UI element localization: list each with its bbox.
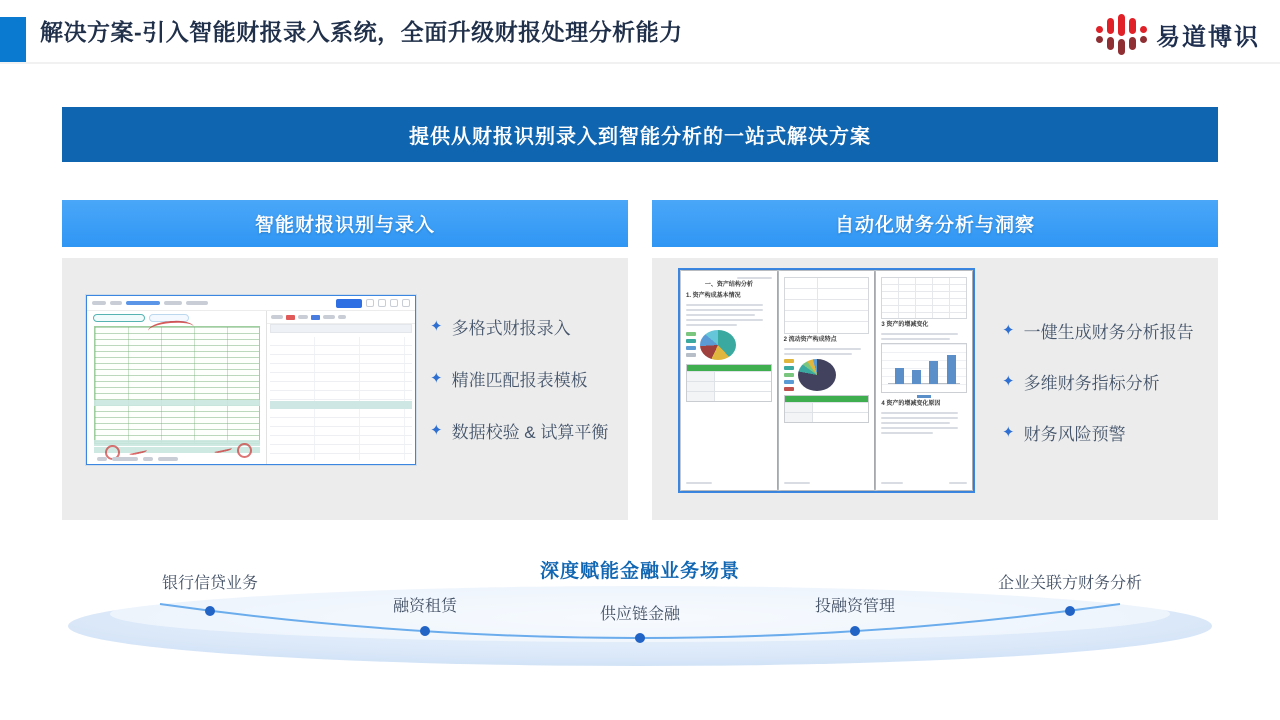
left-column-header-label: 智能财报识别与录入 xyxy=(254,215,435,236)
solution-banner xyxy=(62,107,1218,162)
star-bullet-icon: ✦ xyxy=(1002,322,1015,339)
star-bullet-icon: ✦ xyxy=(430,422,443,439)
data-grid xyxy=(881,277,967,319)
scene-label: 银行信贷业务 xyxy=(161,575,259,592)
mock-stamp-icon xyxy=(237,443,252,458)
scene-label: 供应链金融 xyxy=(599,606,681,623)
green-table xyxy=(784,395,870,423)
report-page-3 xyxy=(876,271,972,490)
mock-extracted-data-pane xyxy=(267,311,415,464)
pie-chart-icon xyxy=(700,330,736,360)
scene-dot xyxy=(205,606,215,616)
pie-chart-1 xyxy=(686,330,772,360)
mock-body xyxy=(87,311,415,464)
mock-primary-button xyxy=(336,299,362,308)
bullet-item: ✦ 精准匹配报表模板 xyxy=(430,370,588,390)
left-bullet-list xyxy=(430,314,608,443)
scenes-arc xyxy=(60,578,1220,678)
financial-entry-screenshot xyxy=(86,295,416,465)
mock-toolbar xyxy=(87,296,415,311)
star-bullet-icon: ✦ xyxy=(1002,424,1015,441)
scene-dot xyxy=(1065,606,1075,616)
green-table xyxy=(686,364,772,402)
mock-pagination xyxy=(97,457,178,461)
mock-highlighted-row xyxy=(270,401,412,409)
bar-chart-legend xyxy=(917,395,931,398)
scene-label: 企业关联方财务分析 xyxy=(997,575,1143,592)
metrics-table xyxy=(784,277,870,334)
scene-label: 投融资管理 xyxy=(814,598,896,615)
doc-heading: 3 资产的增减变化 xyxy=(881,322,929,328)
star-bullet-icon: ✦ xyxy=(1002,373,1015,390)
scenes-title: 深度赋能金融业务场景 xyxy=(539,561,740,582)
bullet-item: ✦ 数据校验 & 试算平衡 xyxy=(430,422,609,442)
bullet-item: ✦ 财务风险预警 xyxy=(1002,424,1126,444)
mock-filter-bar xyxy=(267,311,415,324)
bullet-item: ✦ 一健生成财务分析报告 xyxy=(1002,322,1194,342)
doc-heading: 1. 资产构成基本情况 xyxy=(686,292,741,299)
analysis-report-screenshot xyxy=(678,268,975,493)
scene-dot xyxy=(850,626,860,636)
logo xyxy=(1096,6,1260,62)
left-column-header xyxy=(62,200,628,247)
star-bullet-icon: ✦ xyxy=(430,318,443,335)
doc-heading: 4 资产的增减变化原因 xyxy=(881,400,941,407)
logo-icon xyxy=(1096,8,1147,60)
right-column-header xyxy=(652,200,1218,247)
scene-dot xyxy=(420,626,430,636)
banner-text: 提供从财报识别录入到智能分析的一站式解决方案 xyxy=(409,126,871,148)
right-bullet-list xyxy=(1002,318,1194,445)
page-title: 解决方案-引入智能财报录入系统，全面升级财报处理分析能力 xyxy=(40,19,683,45)
mock-table-rows xyxy=(270,337,412,460)
doc-heading: 一、资产结构分析 xyxy=(704,282,753,288)
scene-dot xyxy=(635,633,645,643)
mock-scanned-document-pane xyxy=(87,311,267,464)
pie-chart-2 xyxy=(784,359,870,391)
scene-label: 融资租赁 xyxy=(392,598,458,615)
bar-chart xyxy=(881,343,967,393)
bullet-item: ✦ 多格式财报录入 xyxy=(430,318,571,338)
report-page-1 xyxy=(681,271,777,490)
bullet-item: ✦ 多维财务指标分析 xyxy=(1002,373,1160,393)
mock-table-header xyxy=(270,324,412,333)
title-accent-bar xyxy=(0,17,26,62)
star-bullet-icon: ✦ xyxy=(430,370,443,387)
pie-legend xyxy=(686,332,696,357)
pie-legend xyxy=(784,359,794,391)
mock-balance-sheet-table xyxy=(94,326,260,444)
right-column-header-label: 自动化财务分析与洞察 xyxy=(834,215,1035,236)
report-page-2 xyxy=(779,271,875,490)
pie-chart-icon xyxy=(798,359,836,391)
doc-heading: 2 流动资产构成特点 xyxy=(783,337,837,343)
logo-text: 易道博识 xyxy=(1156,23,1260,51)
header-bar xyxy=(0,0,1280,64)
